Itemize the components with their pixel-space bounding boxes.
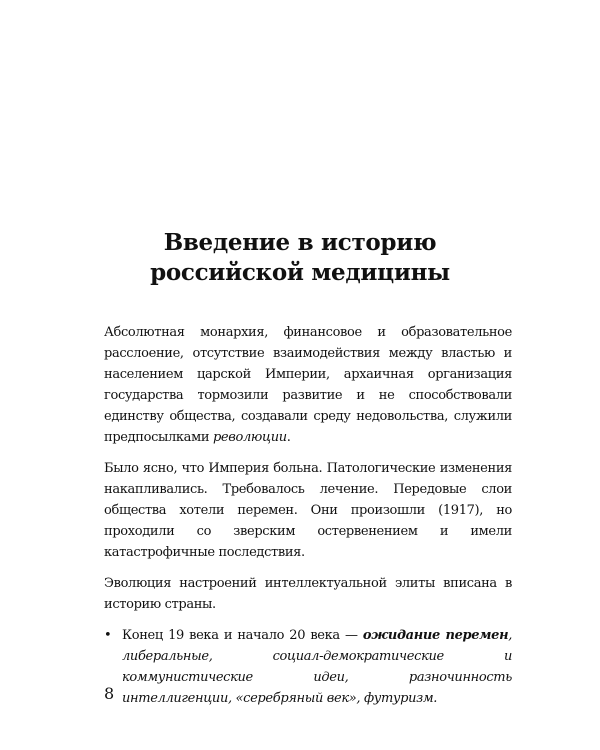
paragraph-1-text: Абсолютная монархия, финансовое и образовательное расслоение, отсутствие взаимодействия между властью и населением царской Империи, архаичная организация государства тормозили развитие и не способствовали единству общества, создавали среду недовольства, служили предпосылками [104,325,512,445]
paragraph-2: Было ясно, что Империя больна. Патологические изменения накапливались. Требовалось лечение. Передовые слои общества хотели перемен. Они произошли (1917), но проходили со зверским остервенением и имели катастрофичные последствия. [104,461,512,560]
bullet-rest: , либеральные, социал-демократические и коммунистические идеи, разночинность интеллигенции, «серебряный век», футуризм. [122,628,513,706]
bullet-mark: • [104,628,112,643]
body-text [104,322,512,709]
bullet-strong: ожидание перемен [362,628,509,643]
paragraph-1-emphasis: революции [212,430,287,445]
chapter-title [0,228,600,288]
paragraph-1 [104,322,512,448]
paragraph-1-end: . [286,430,291,445]
bullet-item [104,625,512,709]
chapter-title-line-2: российской медицины [150,259,450,286]
chapter-title-line-1: Введение в историю [163,229,437,256]
page-number: 8 [104,684,115,703]
bullet-lead: Конец 19 века и начало 20 века — [122,628,363,643]
paragraph-3: Эволюция настроений интеллектуальной элиты вписана в историю страны. [104,576,512,612]
